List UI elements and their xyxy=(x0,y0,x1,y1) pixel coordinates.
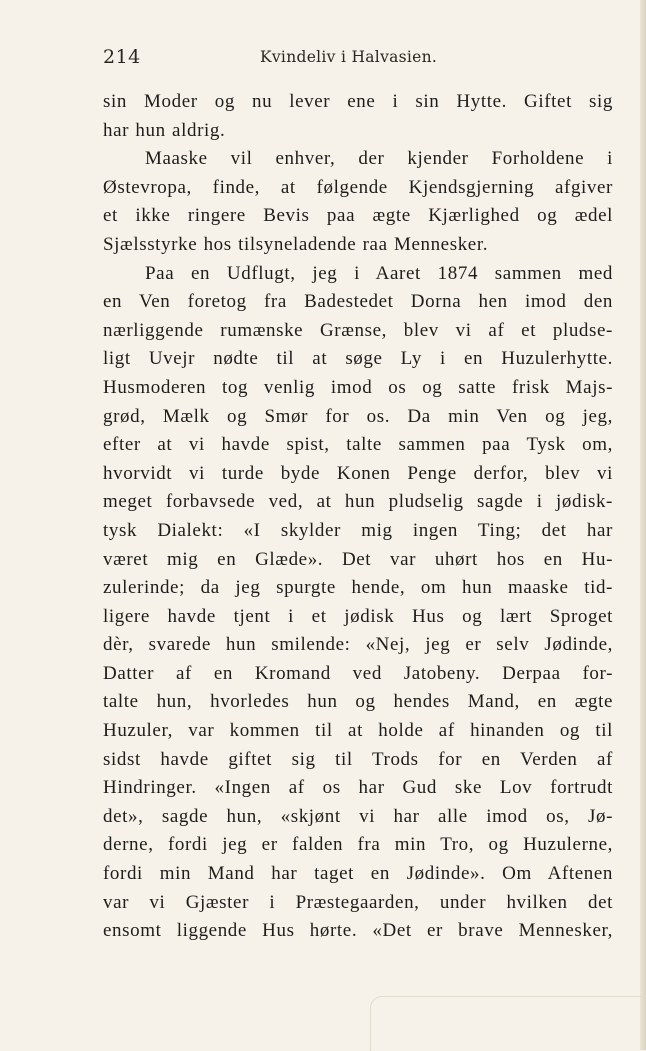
text-line: en Ven foretog fra Badestedet Dorna hen imod den xyxy=(103,291,613,313)
text-line: Husmoderen tog venlig imod os og satte frisk Majs- xyxy=(103,376,613,398)
text-line: sidst havde giftet sig til Trods for en Verden af xyxy=(103,748,613,770)
text-line: nærliggende rumænske Grænse, blev vi af et pludse- xyxy=(103,319,613,341)
text-line: hvorvidt vi turde byde Konen Penge derfor, blev vi xyxy=(103,462,613,484)
text-line: Sjælsstyrke hos tilsyneladende raa Mennesker. xyxy=(103,233,489,255)
text-line: har hun aldrig. xyxy=(103,119,226,141)
text-line: sin Moder og nu lever ene i sin Hytte. Giftet sig xyxy=(103,91,613,112)
text-line: grød, Mælk og Smør for os. Da min Ven og jeg, xyxy=(103,405,613,427)
text-line: talte hun, hvorledes hun og hendes Mand, en ægte xyxy=(103,691,613,713)
page-edge-shadow xyxy=(640,0,646,1050)
text-line: Paa en Udflugt, jeg i Aaret 1874 sammen med xyxy=(145,262,613,284)
text-line: det», sagde hun, «skjønt vi har alle imod os, Jø- xyxy=(103,805,613,827)
page-number: 214 xyxy=(103,46,141,68)
page-corner-mark xyxy=(370,996,646,1051)
text-line: et ikke ringere Bevis paa ægte Kjærlighed og ædel xyxy=(103,205,613,227)
text-line: Huzuler, var kommen til at holde af hinanden og til xyxy=(103,720,613,742)
text-line: tysk Dialekt: «I skylder mig ingen Ting; det har xyxy=(103,519,613,541)
text-line: efter at vi havde spist, talte sammen paa Tysk om, xyxy=(103,434,613,456)
body-text xyxy=(103,88,613,946)
text-line: Østevropa, finde, at følgende Kjendsgjerning afgiver xyxy=(103,176,613,198)
text-line: ensomt liggende Hus hørte. «Det er brave Mennesker, xyxy=(103,920,613,942)
text-line: derne, fordi jeg er falden fra min Tro, og Huzulerne, xyxy=(103,834,613,856)
text-line: ligt Uvejr nødte til at søge Ly i en Huzulerhytte. xyxy=(103,348,613,370)
running-head: Kvindeliv i Halvasien. xyxy=(260,48,438,66)
text-line: været mig en Glæde». Det var uhørt hos en Hu- xyxy=(103,548,613,570)
text-line: fordi min Mand har taget en Jødinde». Om Aftenen xyxy=(103,863,613,885)
text-line: zulerinde; da jeg spurgte hende, om hun maaske tid- xyxy=(103,577,613,599)
text-line: ligere havde tjent i et jødisk Hus og lært Sproget xyxy=(103,605,613,627)
text-line: var vi Gjæster i Præstegaarden, under hvilken det xyxy=(103,891,613,913)
text-line: Maaske vil enhver, der kjender Forholdene i xyxy=(145,148,613,170)
text-line: meget forbavsede ved, at hun pludselig sagde i jødisk- xyxy=(103,491,613,513)
page-header xyxy=(103,44,613,74)
text-line: dèr, svarede hun smilende: «Nej, jeg er selv Jødinde, xyxy=(103,634,613,656)
text-line: Datter af en Kromand ved Jatobeny. Derpaa for- xyxy=(103,662,613,684)
text-line: Hindringer. «Ingen af os har Gud ske Lov fortrudt xyxy=(103,777,613,799)
